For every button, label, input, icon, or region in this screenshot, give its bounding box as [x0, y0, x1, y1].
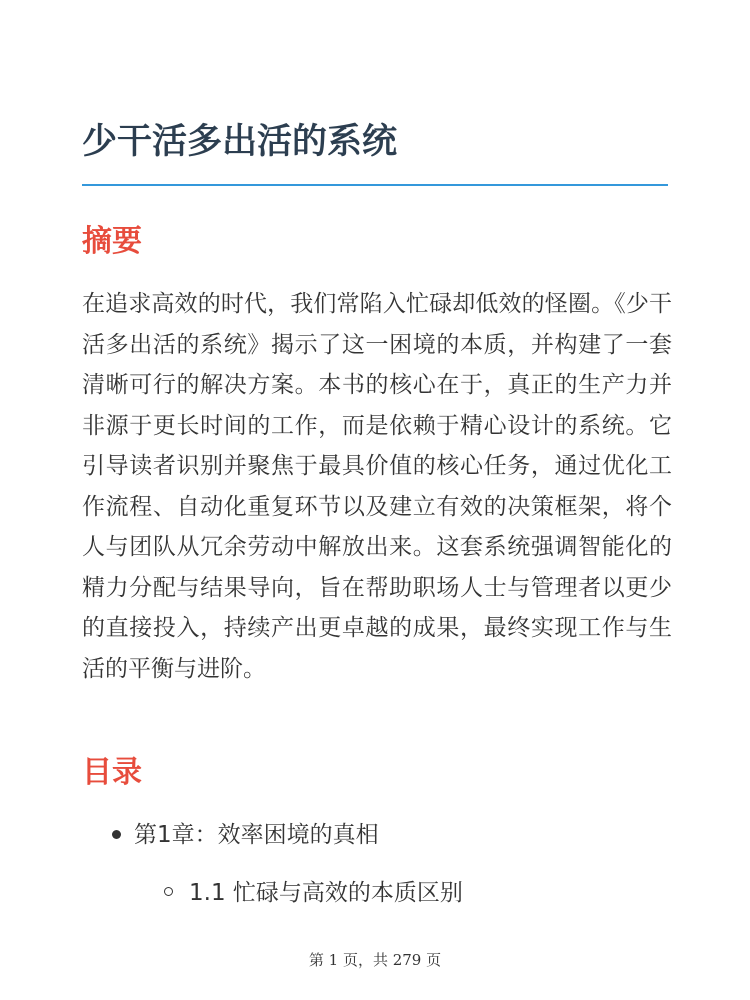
title-divider: [82, 184, 668, 186]
page-footer: 第 1 页，共 279 页: [308, 951, 442, 969]
bullet-circle-icon: [164, 887, 173, 896]
toc-item-chapter-1: 第1章：效率困境的真相: [134, 822, 379, 848]
toc-heading: 目录: [82, 755, 142, 790]
bullet-disc-icon: [112, 830, 121, 839]
abstract-paragraph: 在追求高效的时代，我们常陷入忙碌却低效的怪圈。《少干活多出活的系统》揭示了这一困境的本质，并构建了一套清晰可行的解决方案。本书的核心在于，真正的生产力并非源于更长时间的工作，而是依赖于精心设计的系统。它引导读者识别并聚焦于最具价值的核心任务，通过优化工作流程、自动化重复环节以及建立有效的决策框架，将个人与团队从冗余劳动中解放出来。这套系统强调智能化的精力分配与结果导向，旨在帮助职场人士与管理者以更少的直接投入，持续产出更卓越的成果，最终实现工作与生活的平衡与进阶。: [82, 291, 672, 682]
abstract-heading: 摘要: [82, 224, 142, 259]
document-title: 少干活多出活的系统: [82, 122, 398, 162]
toc-item-section-1-1: 1.1 忙碌与高效的本质区别: [189, 880, 463, 906]
